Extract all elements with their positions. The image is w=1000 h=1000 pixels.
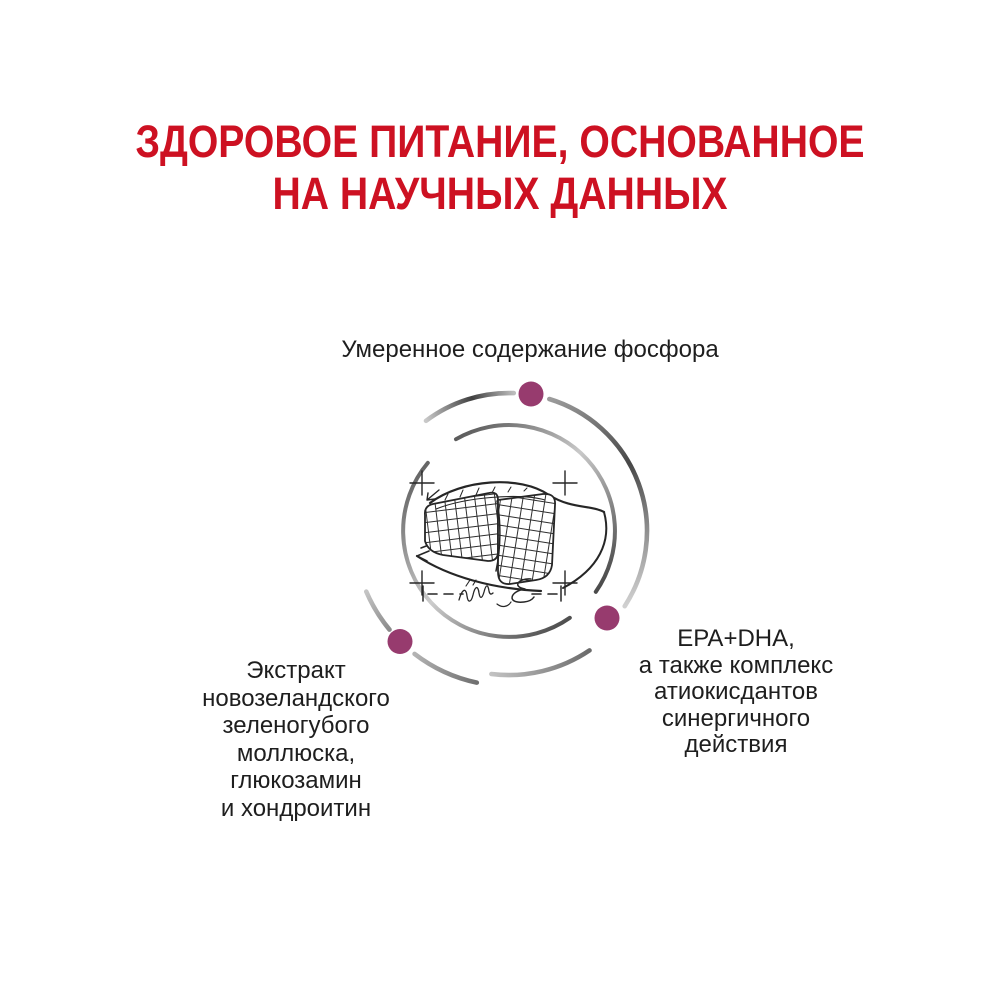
orbit-dot-right bbox=[595, 606, 620, 631]
page-title bbox=[65, 116, 935, 220]
kibble-face-left bbox=[425, 493, 498, 561]
sketch-arrow-bottom-left bbox=[417, 543, 434, 561]
registration-cross bbox=[553, 471, 577, 495]
kibble-top-ticks bbox=[445, 487, 527, 500]
registration-cross bbox=[410, 471, 434, 495]
kibble-face-left-grid bbox=[425, 493, 498, 561]
callout-line: действия bbox=[684, 731, 788, 758]
orbit-arc-outer-right bbox=[549, 399, 647, 606]
callout-line: моллюска, bbox=[236, 739, 356, 767]
orbit-dots bbox=[388, 382, 620, 655]
signature-tail bbox=[497, 602, 511, 606]
headline-line-2: НА НАУЧНЫХ ДАННЫХ bbox=[272, 168, 728, 219]
orbit-arc-inner-1 bbox=[456, 425, 615, 592]
orbit-arc-bottom-left-a bbox=[366, 592, 389, 630]
orbit-arc-inner-2 bbox=[403, 463, 570, 637]
headline-line-1: ЗДОРОВОЕ ПИТАНИЕ, ОСНОВАННОЕ bbox=[135, 116, 865, 167]
callout-line: а также комплекс bbox=[638, 651, 834, 679]
sketch-swoosh-bottom bbox=[417, 556, 541, 591]
callout-line: EPA+DHA, bbox=[677, 625, 795, 652]
callout-line: атиокисдантов bbox=[654, 678, 818, 705]
kibble-edge-divider bbox=[496, 501, 500, 571]
signature-epsilon bbox=[512, 579, 534, 602]
kibble-face-right-grid bbox=[498, 494, 555, 584]
orbit-arcs bbox=[366, 393, 647, 683]
kibble-top-edge bbox=[436, 497, 545, 509]
callout-line: синергичного bbox=[661, 704, 811, 732]
orbit-arc-outer-top-left bbox=[426, 393, 514, 421]
signature-scrawl bbox=[459, 586, 493, 601]
callout-line: и хондроитин bbox=[220, 794, 372, 822]
orbit-arc-outer-bottom bbox=[491, 650, 589, 675]
dimension-end-ticks bbox=[423, 586, 561, 601]
callout-phosphorus: Умеренное содержание фосфора bbox=[341, 336, 719, 363]
sketch-swoosh-right bbox=[563, 512, 606, 588]
orbit-dot-bottom-left bbox=[388, 629, 413, 654]
callout-mussel-extract bbox=[202, 657, 390, 822]
orbit-dot-top bbox=[519, 382, 544, 407]
callout-line: новозеландского bbox=[202, 684, 390, 712]
callout-line: глюкозамин bbox=[230, 767, 362, 794]
registration-cross bbox=[553, 571, 577, 595]
signature-accents bbox=[466, 580, 476, 586]
callout-line: Экстракт bbox=[246, 657, 346, 684]
sketch-arrow-top-left bbox=[427, 490, 439, 500]
sketch-swoosh-top bbox=[430, 482, 604, 512]
orbit-arc-bottom-left-b bbox=[415, 654, 477, 683]
kibble-face-right bbox=[498, 494, 555, 584]
callout-epa-dha bbox=[639, 626, 833, 759]
kibble-sketch bbox=[410, 471, 606, 606]
registration-cross bbox=[410, 571, 434, 595]
callout-line: зеленогубого bbox=[222, 712, 370, 739]
